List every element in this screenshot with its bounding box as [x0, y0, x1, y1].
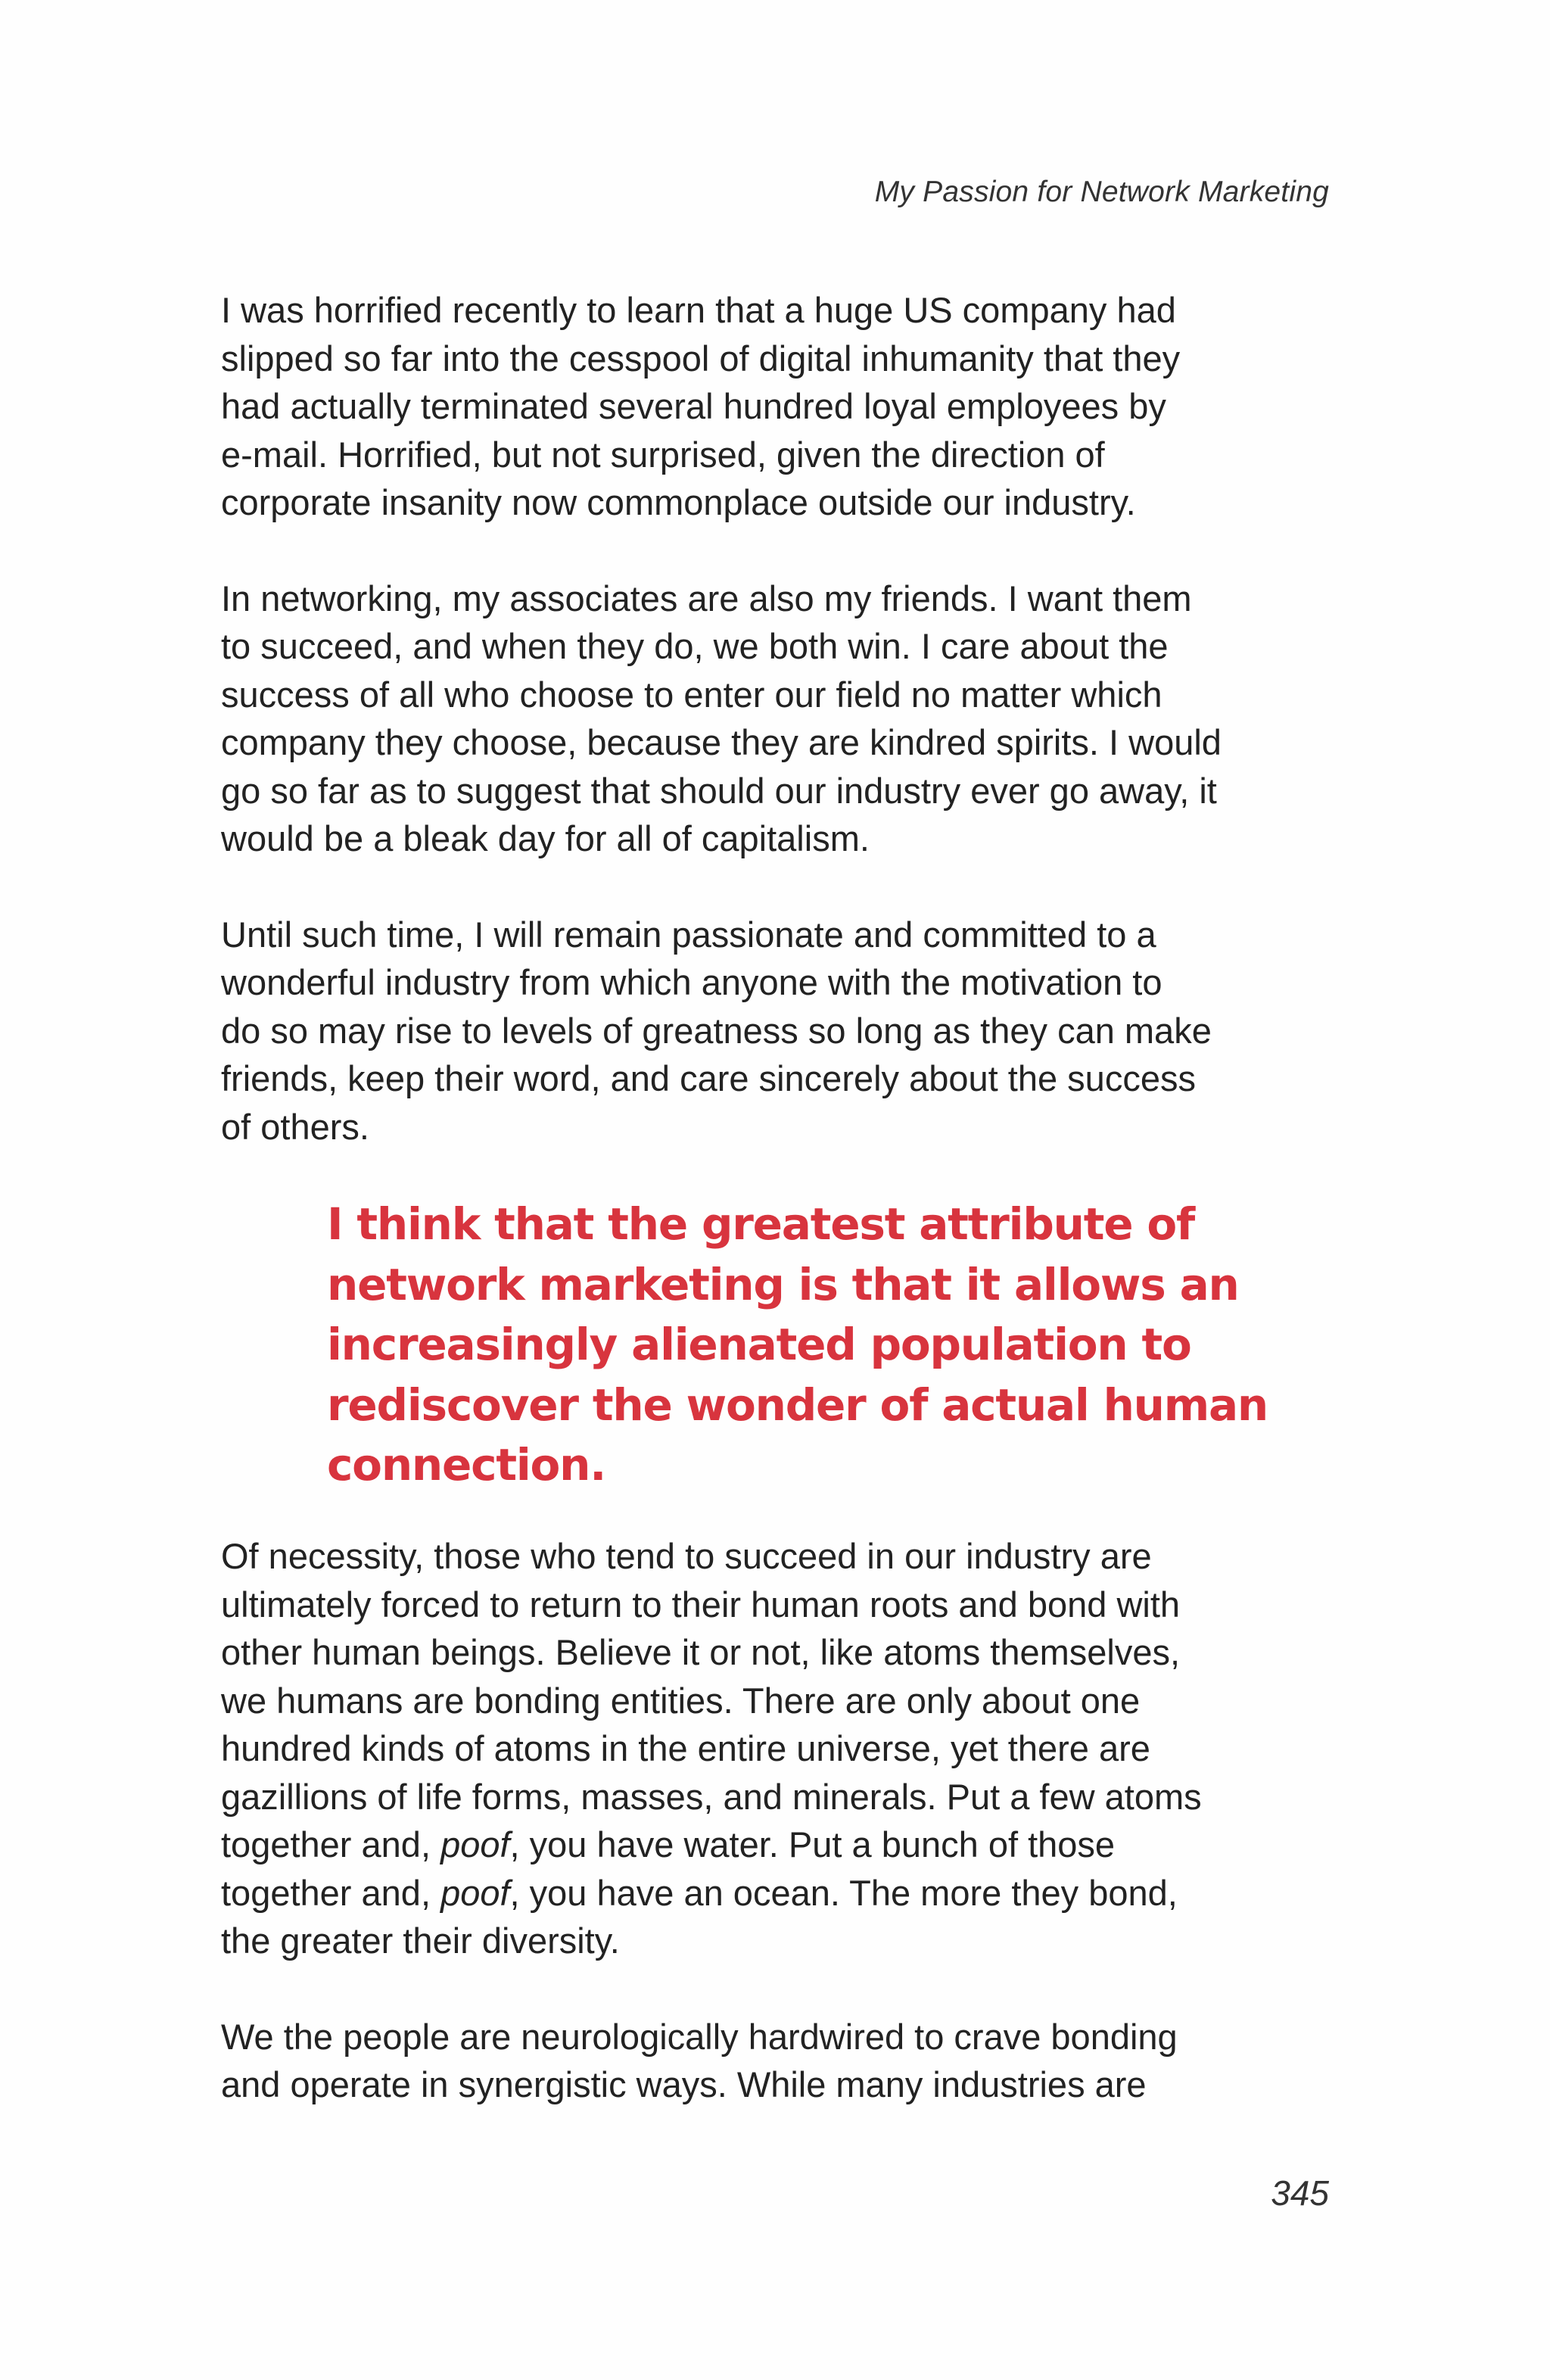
text-line: the greater their diversity. [221, 1921, 620, 1961]
text-line: We the people are neurologically hardwired to crave bonding [221, 2016, 1178, 2057]
text-line: had actually terminated several hundred loyal employees by [221, 386, 1166, 426]
text-line: I was horrified recently to learn that a huge US company had [221, 290, 1176, 330]
text-line: corporate insanity now commonplace outside our industry. [221, 482, 1136, 522]
pull-quote-line: network marketing is that it allows an [327, 1258, 1239, 1310]
text-line: to succeed, and when they do, we both win. I care about the [221, 626, 1169, 666]
text-run: together and, [221, 1824, 441, 1864]
text-line: hundred kinds of atoms in the entire universe, yet there are [221, 1728, 1150, 1768]
emphasis: poof [440, 1824, 510, 1864]
paragraph [221, 1532, 1341, 1965]
page-number: 345 [1271, 2173, 1329, 2213]
text-line: would be a bleak day for all of capitalism. [221, 818, 870, 858]
text-line: wonderful industry from which anyone with the motivation to [221, 962, 1162, 1002]
pull-quote-line: I think that the greatest attribute of [327, 1198, 1195, 1250]
text-line: slipped so far into the cesspool of digital inhumanity that they [221, 338, 1181, 378]
text-line: ultimately forced to return to their human roots and bond with [221, 1584, 1181, 1625]
paragraph [221, 911, 1341, 1151]
text-line [221, 1821, 1341, 1869]
text-line: do so may rise to levels of greatness so long as they can make [221, 1010, 1212, 1051]
pull-quote-line: rediscover the wonder of actual human [327, 1378, 1268, 1431]
text-line: company they choose, because they are kindred spirits. I would [221, 722, 1222, 762]
text-line: e-mail. Horrified, but not surprised, given the direction of [221, 434, 1105, 475]
text-line: friends, keep their word, and care sincerely about the success [221, 1058, 1196, 1098]
paragraph [221, 2013, 1341, 2109]
pull-quote-line: connection. [327, 1439, 606, 1491]
text-line: success of all who choose to enter our field no matter which [221, 674, 1162, 715]
text-run: , you have water. Put a bunch of those [509, 1824, 1116, 1864]
emphasis: poof [440, 1872, 510, 1913]
text-line [221, 1869, 1341, 1917]
text-line: and operate in synergistic ways. While many industries are [221, 2064, 1147, 2104]
body-text-block-one [221, 286, 1341, 1198]
pull-quote [327, 1195, 1341, 1496]
paragraph [221, 575, 1341, 863]
text-line: go so far as to suggest that should our industry ever go away, it [221, 770, 1217, 811]
text-run: , you have an ocean. The more they bond, [509, 1872, 1178, 1913]
text-run: together and, [221, 1872, 441, 1913]
paragraph [221, 286, 1341, 527]
body-text-block-two [221, 1532, 1341, 2157]
text-line: Of necessity, those who tend to succeed in our industry are [221, 1536, 1152, 1576]
text-line: we humans are bonding entities. There are only about one [221, 1680, 1141, 1721]
pull-quote-line: increasingly alienated population to [327, 1319, 1191, 1370]
running-head: My Passion for Network Marketing [874, 176, 1329, 208]
text-line: gazillions of life forms, masses, and minerals. Put a few atoms [221, 1776, 1202, 1817]
text-line: Until such time, I will remain passionate and committed to a [221, 914, 1156, 955]
text-line: In networking, my associates are also my friends. I want them [221, 578, 1192, 618]
text-line: of others. [221, 1106, 369, 1147]
text-line: other human beings. Believe it or not, like atoms themselves, [221, 1632, 1181, 1672]
